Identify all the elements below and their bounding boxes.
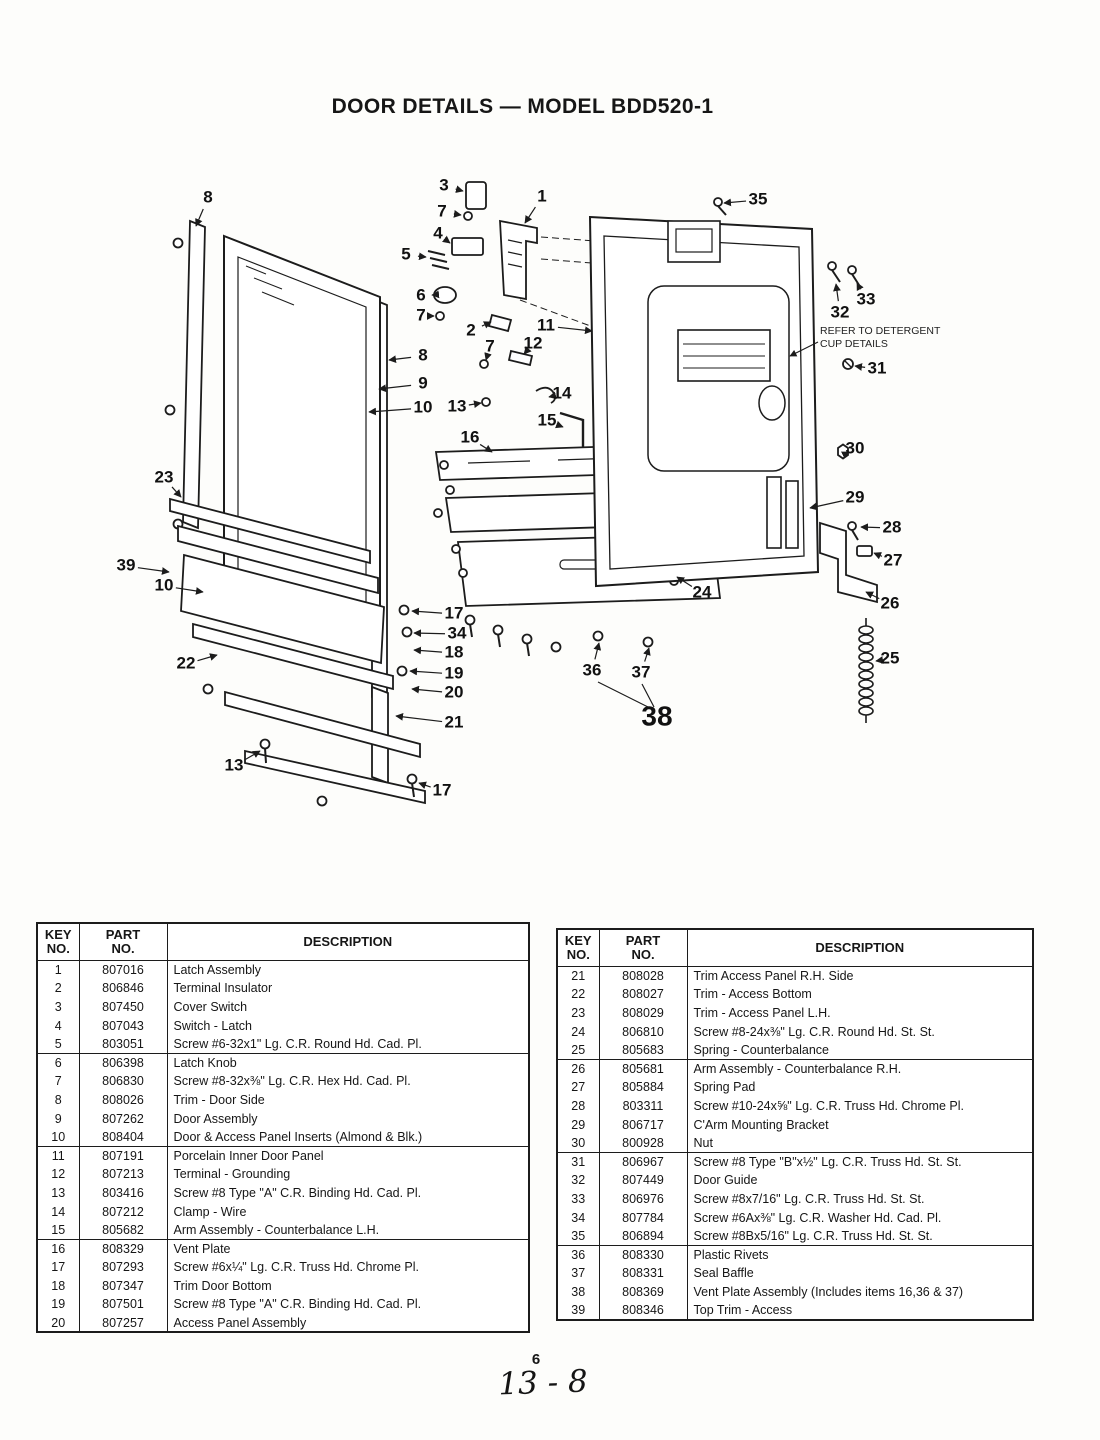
callout-3: 3 [439,175,449,195]
table-row: 5 803051 Screw #6-32x1" Lg. C.R. Round Hd. Cad. Pl. [37,1035,529,1054]
callout-20: 20 [444,682,464,702]
table-right-body [557,967,1033,1320]
table-row: 4 807043 Switch - Latch [37,1016,529,1035]
page-number: 6 [531,1351,541,1368]
callout-4: 4 [433,223,443,243]
callout-13: 13 [224,755,244,775]
callout-36: 36 [582,660,602,680]
table-row: 28 803311 Screw #10-24x⅝" Lg. C.R. Truss Hd. Chrome Pl. [557,1097,1033,1116]
table-row: 6 806398 Latch Knob [37,1053,529,1072]
callout-26: 26 [880,593,900,613]
callout-10: 10 [413,397,433,417]
callout-27: 27 [883,550,903,570]
callout-5: 5 [401,244,411,264]
page-title: DOOR DETAILS — MODEL BDD520-1 [331,95,714,118]
table-row: 32 807449 Door Guide [557,1171,1033,1190]
inner-door-panel [590,217,818,586]
table-row: 1 807016 Latch Assembly [37,961,529,980]
callout-38: 38 [641,700,673,732]
col-header-key: KEY NO. [557,929,599,967]
table-row: 10 808404 Door & Access Panel Inserts (Almond & Blk.) [37,1128,529,1147]
callout-32: 32 [830,302,850,322]
callout-21: 21 [444,712,464,732]
callout-23: 23 [154,467,174,487]
col-header-description: DESCRIPTION [167,923,529,961]
detergent-note-line1: REFER TO DETERGENT [820,325,941,337]
callout-17: 17 [432,780,452,800]
callout-1: 1 [537,186,547,206]
callout-6: 6 [416,285,426,305]
table-row: 26 805681 Arm Assembly - Counterbalance R.H. [557,1059,1033,1078]
table-row: 12 807213 Terminal - Grounding [37,1165,529,1184]
callout-11: 11 [537,315,555,335]
callout-8: 8 [203,187,213,207]
col-header-description: DESCRIPTION [687,929,1033,967]
table-row: 29 806717 C'Arm Mounting Bracket [557,1115,1033,1134]
table-row: 23 808029 Trim - Access Panel L.H. [557,1004,1033,1023]
parts-table-left [36,922,530,1333]
table-row: 11 807191 Porcelain Inner Door Panel [37,1146,529,1165]
table-row: 7 806830 Screw #8-32x⅜" Lg. C.R. Hex Hd. Cad. Pl. [37,1072,529,1091]
callout-34: 34 [447,623,467,643]
col-header-part: PART NO. [599,929,687,967]
callout-13: 13 [447,396,467,416]
table-row: 18 807347 Trim Door Bottom [37,1277,529,1296]
callout-19: 19 [444,663,464,683]
table-row: 25 805683 Spring - Counterbalance [557,1041,1033,1060]
handwritten-note: 13 - 8 [497,1363,589,1403]
table-row: 33 806976 Screw #8x7/16" Lg. C.R. Truss Hd. St. St. [557,1190,1033,1209]
table-row: 38 808369 Vent Plate Assembly (Includes items 16,36 & 37) [557,1283,1033,1302]
callout-8: 8 [418,345,428,365]
callout-10: 10 [154,575,174,595]
table-row: 31 806967 Screw #8 Type "B"x½" Lg. C.R. Truss Hd. St. St. [557,1152,1033,1171]
parts-table-right [556,928,1034,1321]
table-row: 8 808026 Trim - Door Side [37,1091,529,1110]
callout-9: 9 [418,373,428,393]
callout-2: 2 [466,320,476,340]
callout-12: 12 [523,333,543,353]
table-row: 24 806810 Screw #8-24x⅜" Lg. C.R. Round Hd. St. St. [557,1022,1033,1041]
table-row: 34 807784 Screw #6Ax⅜" Lg. C.R. Washer Hd. Cad. Pl. [557,1208,1033,1227]
callout-16: 16 [460,427,480,447]
callout-17: 17 [444,603,464,623]
table-row: 15 805682 Arm Assembly - Counterbalance L.H. [37,1221,529,1240]
callout-18: 18 [444,642,464,662]
table-left-body [37,961,529,1333]
callout-24: 24 [692,582,712,602]
callout-7: 7 [437,201,447,221]
callout-15: 15 [537,410,557,430]
callout-31: 31 [867,358,887,378]
table-row: 37 808331 Seal Baffle [557,1264,1033,1283]
table-row: 3 807450 Cover Switch [37,998,529,1017]
table-row: 30 800928 Nut [557,1134,1033,1153]
detergent-note-line2: CUP DETAILS [820,338,888,350]
table-row: 21 808028 Trim Access Panel R.H. Side [557,967,1033,986]
table-row: 16 808329 Vent Plate [37,1239,529,1258]
callout-30: 30 [845,438,865,458]
table-row: 39 808346 Top Trim - Access [557,1301,1033,1320]
col-header-part: PART NO. [79,923,167,961]
callout-7: 7 [485,336,495,356]
callout-7: 7 [416,305,426,325]
callout-39: 39 [116,555,136,575]
table-row: 14 807212 Clamp - Wire [37,1202,529,1221]
table-row: 19 807501 Screw #8 Type "A" C.R. Binding Hd. Cad. Pl. [37,1295,529,1314]
callout-29: 29 [845,487,865,507]
callout-35: 35 [748,189,768,209]
table-row: 20 807257 Access Panel Assembly [37,1314,529,1333]
callout-22: 22 [176,653,196,673]
table-row: 35 806894 Screw #8Bx5/16" Lg. C.R. Truss Hd. St. St. [557,1227,1033,1246]
callout-25: 25 [880,648,900,668]
table-row: 22 808027 Trim - Access Bottom [557,985,1033,1004]
table-row: 13 803416 Screw #8 Type "A" C.R. Binding Hd. Cad. Pl. [37,1184,529,1203]
table-row: 17 807293 Screw #6x¼" Lg. C.R. Truss Hd. Chrome Pl. [37,1258,529,1277]
callout-28: 28 [882,517,902,537]
callout-14: 14 [552,383,572,403]
table-row: 2 806846 Terminal Insulator [37,979,529,998]
col-header-key: KEY NO. [37,923,79,961]
table-row: 27 805884 Spring Pad [557,1078,1033,1097]
table-row: 36 808330 Plastic Rivets [557,1245,1033,1264]
table-row: 9 807262 Door Assembly [37,1109,529,1128]
callout-37: 37 [631,662,651,682]
callout-33: 33 [856,289,876,309]
